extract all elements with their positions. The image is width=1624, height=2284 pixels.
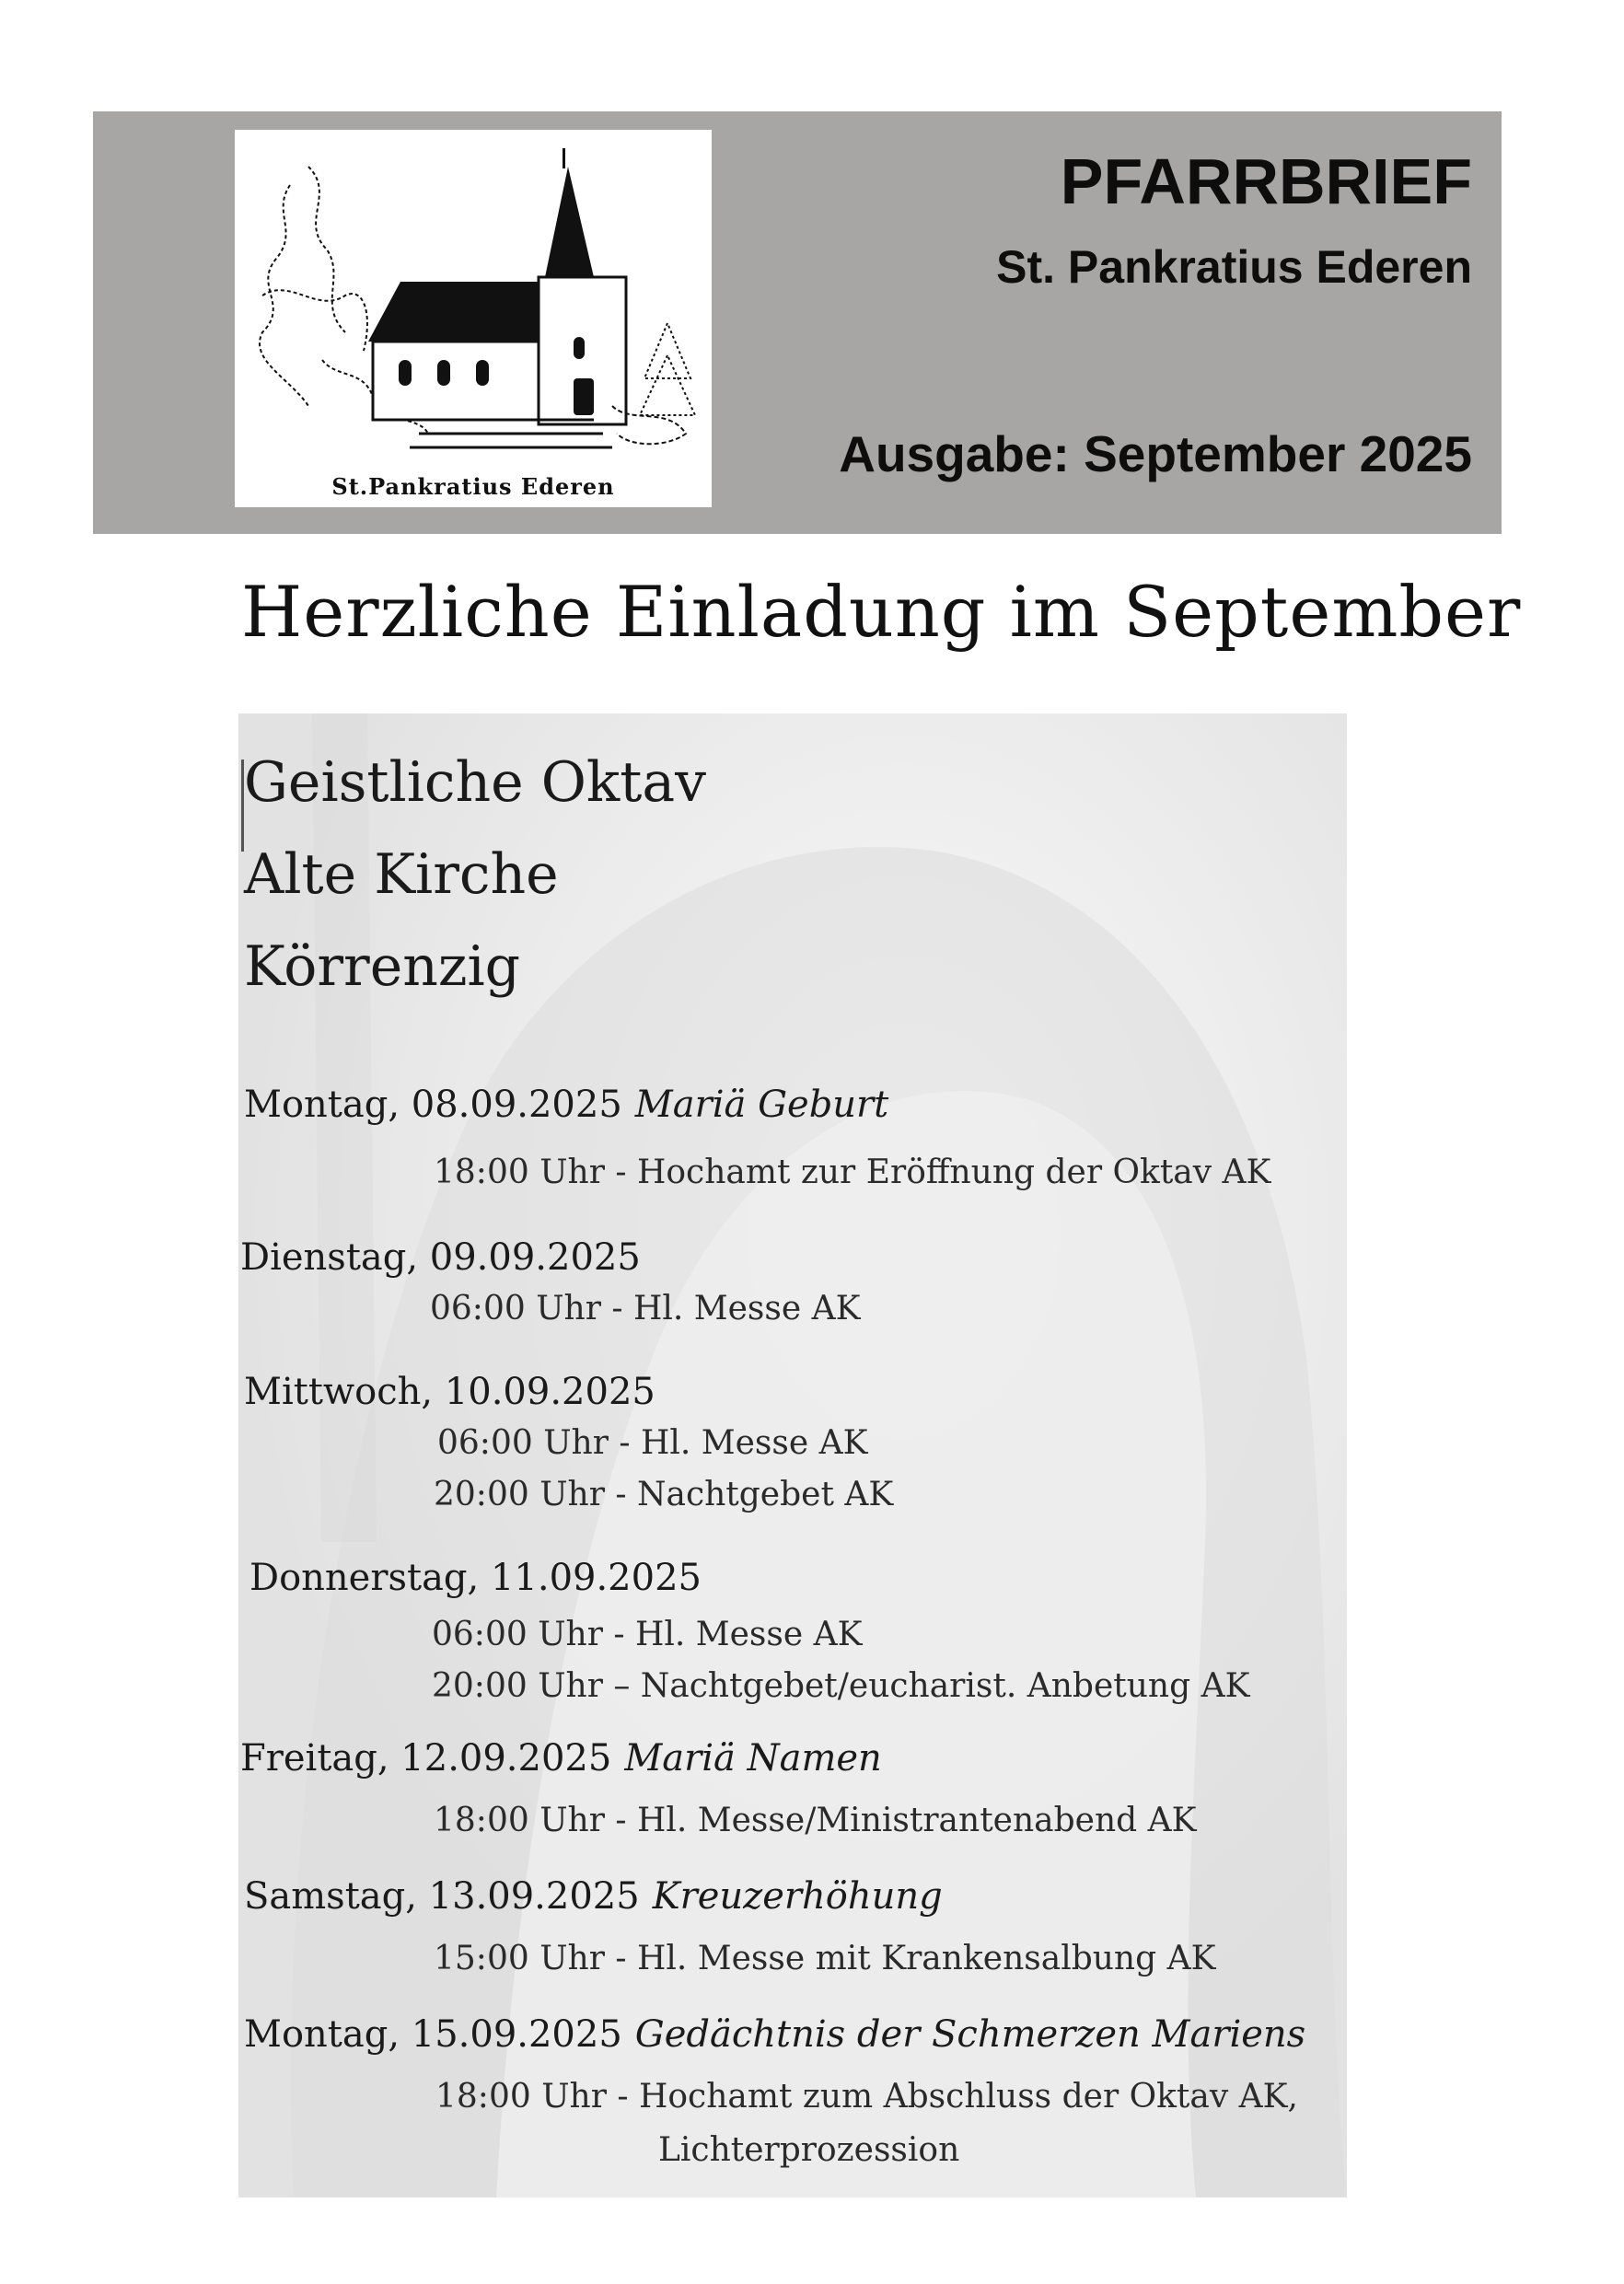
feast-name: Kreuzerhöhung (652, 1875, 943, 1918)
church-logo (235, 130, 712, 507)
oktav-poster (238, 713, 1347, 2197)
event-line: 18:00 Uhr - Hochamt zum Abschluss der Oktav AK, (435, 2078, 1298, 2116)
day-label: Montag, 08.09.2025 (244, 1084, 622, 1126)
feast-name: Gedächtnis der Schmerzen Mariens (634, 2013, 1306, 2056)
poster-heading-1: Geistliche Oktav (244, 750, 707, 815)
day-label: Samstag, 13.09.2025 (244, 1875, 640, 1918)
day-heading (244, 1084, 888, 1126)
event-line: 18:00 Uhr - Hochamt zur Eröffnung der Oktav AK (434, 1154, 1271, 1191)
day-label: Donnerstag, 11.09.2025 (249, 1557, 702, 1599)
day-label: Mittwoch, 10.09.2025 (244, 1371, 655, 1413)
day-heading (244, 1371, 668, 1413)
edition-date: Ausgabe: September 2025 (839, 425, 1472, 482)
poster-heading-2: Alte Kirche (244, 842, 559, 907)
event-line: 06:00 Uhr - Hl. Messe AK (430, 1290, 861, 1328)
day-label: Montag, 15.09.2025 (244, 2013, 622, 2056)
day-heading (240, 1236, 654, 1279)
event-line: 20:00 Uhr - Nachtgebet AK (434, 1476, 894, 1513)
newsletter-title: PFARRBRIEF (1060, 145, 1472, 217)
poster-heading-3: Körrenzig (244, 934, 521, 999)
day-heading (249, 1557, 714, 1599)
logo-caption: St.Pankratius Ederen (331, 473, 615, 500)
feast-name: Mariä Geburt (634, 1084, 889, 1126)
day-heading (244, 1875, 943, 1918)
church-drawing-icon (235, 130, 712, 507)
event-line: 20:00 Uhr – Nachtgebet/eucharist. Anbetung AK (432, 1667, 1250, 1705)
event-line: Lichterprozession (658, 2131, 960, 2169)
event-line: 18:00 Uhr - Hl. Messe/Ministrantenabend AK (434, 1802, 1197, 1839)
event-line: 06:00 Uhr - Hl. Messe AK (432, 1616, 863, 1653)
day-heading (240, 1737, 882, 1780)
event-line: 06:00 Uhr - Hl. Messe AK (437, 1424, 868, 1462)
event-line: 15:00 Uhr - Hl. Messe mit Krankensalbung AK (434, 1940, 1216, 1977)
day-label: Freitag, 12.09.2025 (240, 1737, 612, 1780)
day-heading (244, 2013, 1305, 2056)
header-banner (93, 111, 1502, 534)
page-headline: Herzliche Einladung im September (241, 571, 1522, 653)
parish-name: St. Pankratius Ederen (996, 241, 1472, 293)
feast-name: Mariä Namen (624, 1737, 882, 1780)
day-label: Dienstag, 09.09.2025 (240, 1236, 641, 1279)
